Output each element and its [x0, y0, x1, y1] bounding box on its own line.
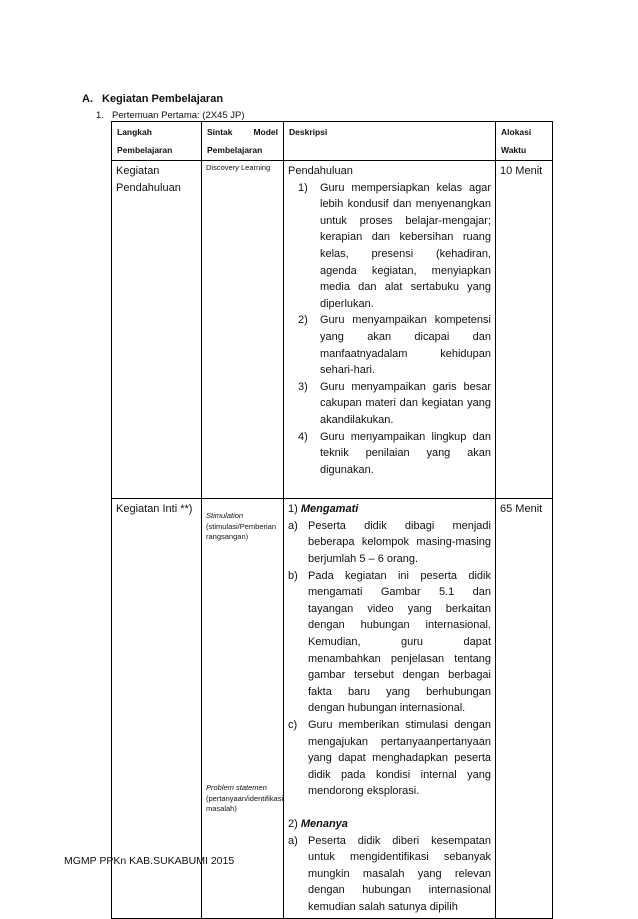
subsection-heading	[96, 110, 245, 121]
row1-langkah: Kegiatan Pendahuluan	[112, 161, 202, 499]
page-footer: MGMP PPKn KAB.SUKABUMI 2015	[64, 855, 235, 867]
row2-langkah: Kegiatan Inti **)	[112, 499, 202, 918]
row1-deskripsi	[284, 161, 496, 499]
row2-alokasi: 65 Menit	[496, 499, 553, 918]
list-item: 3) Guru menyampaikan garis besar cakupan materi dan kegiatan yang akandilakukan.	[298, 380, 491, 426]
header-deskripsi: Deskripsi	[284, 122, 496, 161]
row1-heading: Pendahuluan	[288, 165, 353, 177]
step-mengamati-heading: 1) Mengamati	[288, 503, 359, 516]
list-item: a) Peserta didik dibagi menjadi beberapa kelompok masing-masing berjumlah 5 – 6 orang.	[288, 519, 491, 566]
list-item: a) Peserta didik diberi kesempatan untuk mengidentifikasi sebanyak mungkin masalah yang relevan dengan hubungan internasional kemudian salah satunya dipilih	[288, 834, 491, 913]
section-heading	[82, 93, 223, 105]
header-alokasi: Alokasi Waktu	[496, 122, 553, 161]
header-sintak-word2: Model	[253, 127, 278, 137]
subsection-label: 1.	[96, 110, 104, 121]
header-sintak-word3: Pembelajaran	[207, 145, 263, 155]
step-mengamati-title: Mengamati	[300, 503, 359, 516]
header-langkah: Langkah Pembelajaran	[112, 122, 202, 161]
row1-alokasi: 10 Menit	[496, 161, 553, 499]
row1-sintak: Discovery Learning	[202, 161, 284, 499]
subsection-title: Pertemuan Pertama: (2X45 JP)	[112, 110, 245, 121]
row2-deskripsi	[284, 499, 496, 918]
table-header-row	[112, 122, 553, 161]
list-item: b) Pada kegiatan ini peserta didik mengamati Gambar 5.1 dan tayangan video yang berkaitan dengan hubungan internasional. Kemudian, guru dapat menambahkan penjelasan tentang gambar tersebut dengan berbagai fakta baru yang berhubungan dengan hubungan internasional.	[288, 569, 491, 715]
sintak-problem-title: Problem statemen	[206, 783, 267, 793]
list-item: 2) Guru menyampaikan kompetensi yang akan dicapai dan manfaatnyadalam kehidupan sehari-hari.	[298, 314, 491, 377]
table-row	[112, 161, 553, 499]
section-title: Kegiatan Pembelajaran	[102, 93, 224, 105]
header-sintak-word1: Sintak	[207, 127, 233, 137]
sintak-stimulation-desc: (stimulasi/Pemberian rangsangan)	[206, 521, 277, 542]
header-sintak	[202, 122, 284, 161]
list-item: 4) Guru menyampaikan lingkup dan teknik penilaian yang akan digunakan.	[298, 430, 491, 476]
sintak-problem-desc: (pertanyaan/identifikasi masalah)	[206, 793, 284, 814]
list-item: 1) Guru mempersiapkan kelas agar lebih kondusif dan menyenangkan untuk proses belajar-mengajar; kerapian dan kebersihan ruang kelas, presensi (kehadiran, agenda kegiatan, menyiapkan media dan alat sertabuku yang diperlukan.	[298, 181, 491, 310]
sintak-stimulation-title: Stimulation	[206, 511, 244, 521]
activity-table	[111, 121, 553, 919]
section-label: A.	[82, 93, 93, 105]
step-menanya-heading: 2) Menanya	[288, 817, 348, 830]
step-menanya-title: Menanya	[300, 817, 348, 830]
list-item: c) Guru memberikan stimulasi dengan mengajukan pertanyaanpertanyaan yang dapat menghadapkan peserta didik pada kondisi internal yang mendorong eksplorasi.	[288, 719, 491, 798]
